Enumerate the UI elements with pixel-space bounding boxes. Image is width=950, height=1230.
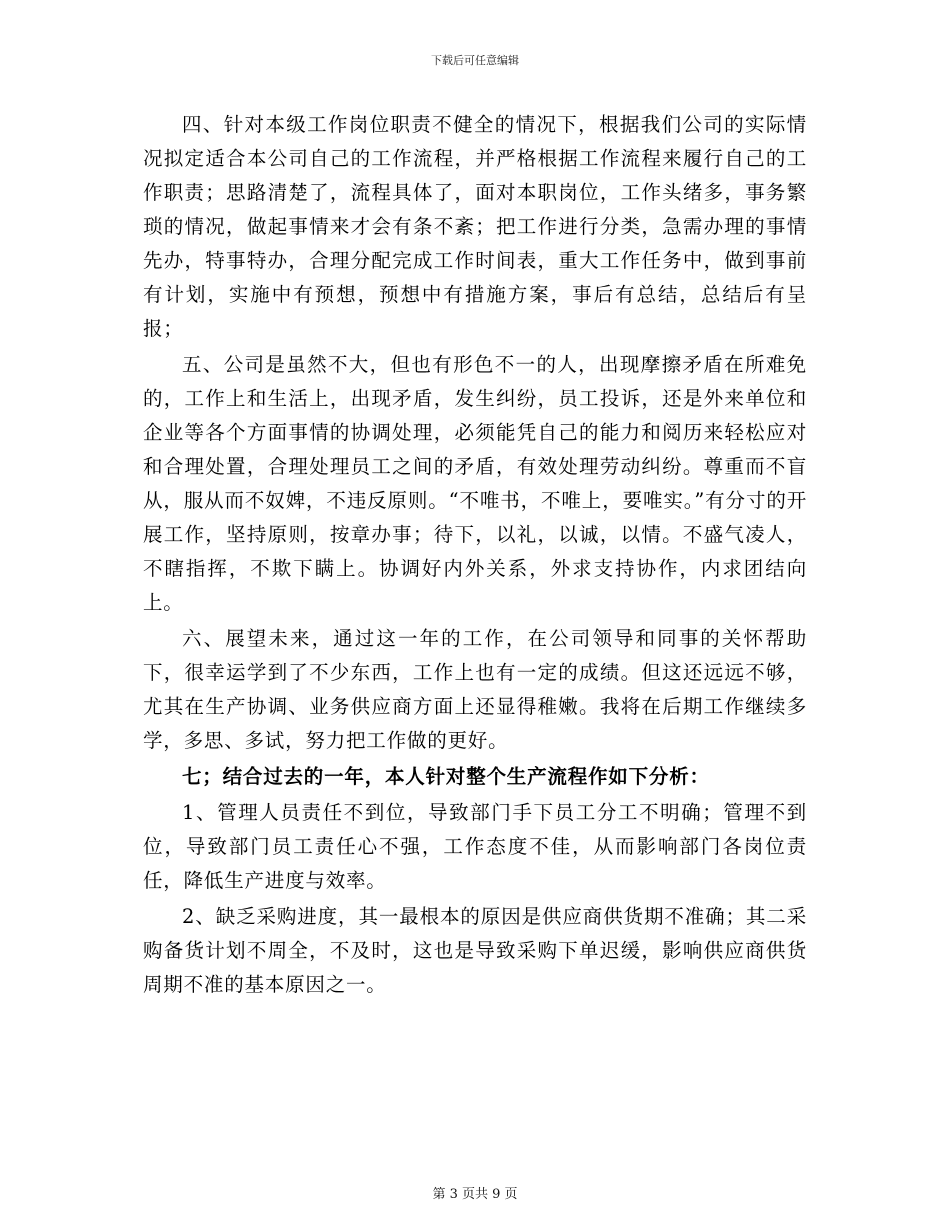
page-header: 下载后可任意编辑	[431, 54, 519, 67]
paragraph-6: 六、展望未来，通过这一年的工作，在公司领导和同事的关怀帮助下，很幸运学到了不少东西，工作上也有一定的成绩。但这还远远不够，尤其在生产协调、业务供应商方面上还显得稚嫩。我将在后期工作继续多学，多思、多试，努力把工作做的更好。	[143, 627, 807, 752]
analysis-item-1: 1、管理人员责任不到位，导致部门手下员工分工不明确；管理不到位，导致部门员工责任心不强，工作态度不佳，从而影响部门各岗位责任，降低生产进度与效率。	[143, 801, 807, 892]
paragraph-4: 四、针对本级工作岗位职责不健全的情况下，根据我们公司的实际情况拟定适合本公司自己的工作流程，并严格根据工作流程来履行自己的工作职责；思路清楚了，流程具体了，面对本职岗位，工作头绪多，事务繁琐的情况，做起事情来才会有条不紊；把工作进行分类，急需办理的事情先办，特事特办，合理分配完成工作时间表，重大工作任务中，做到事前有计划，实施中有预想，预想中有措施方案，事后有总结，总结后有呈报；	[143, 113, 807, 340]
page-number: 第 3 页共 9 页	[432, 1187, 518, 1202]
paragraph-5: 五、公司是虽然不大，但也有形色不一的人，出现摩擦矛盾在所难免的，工作上和生活上，出现矛盾，发生纠纷，员工投诉，还是外来单位和企业等各个方面事情的协调处理，必须能凭自己的能力和阅历来轻松应对和合理处置，合理处理员工之间的矛盾，有效处理劳动纠纷。尊重而不盲从，服从而不奴婢，不违反原则。“不唯书，不唯上，要唯实。”有分寸的开展工作，坚持原则，按章办事；待下，以礼，以诚，以情。不盛气凌人，不瞎指挥，不欺下瞒上。协调好内外关系，外求支持协作，内求团结向上。	[143, 353, 807, 614]
document-body	[143, 108, 807, 1002]
analysis-item-2: 2、缺乏采购进度，其一最根本的原因是供应商供货期不准确；其二采购备货计划不周全，不及时，这也是导致采购下单迟缓，影响供应商供货周期不准的基本原因之一。	[143, 905, 807, 996]
section-heading-7: 七；结合过去的一年，本人针对整个生产流程作如下分析：	[182, 765, 710, 788]
